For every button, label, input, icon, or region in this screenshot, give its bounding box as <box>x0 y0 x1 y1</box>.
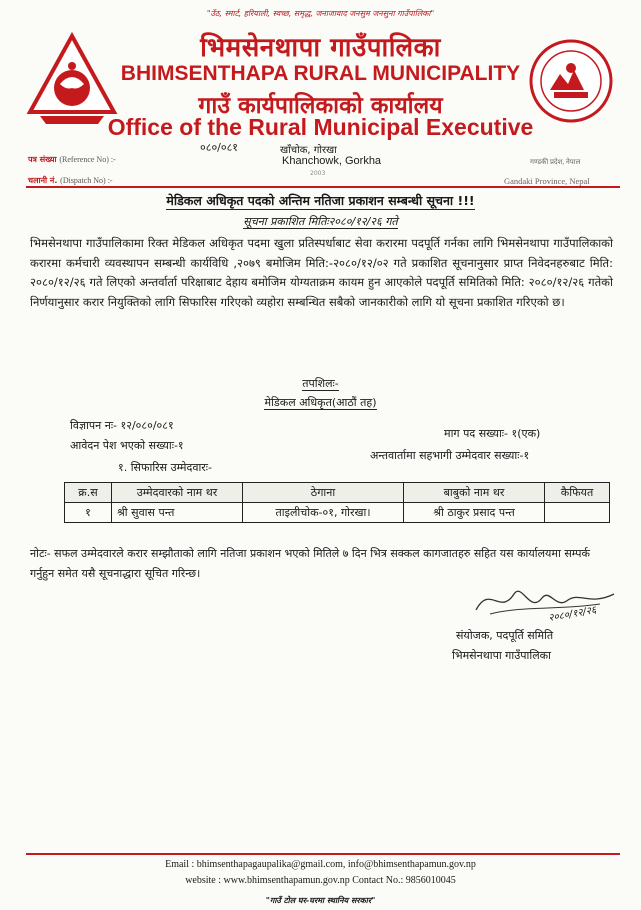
table-header-row <box>65 483 610 503</box>
office-name-np: गाउँ कार्यपालिकाको कार्यालय <box>198 93 443 119</box>
footer-email: Email : bhimsenthapagaupalika@gmail.com, info@bhimsenthapamun.gov.np <box>165 859 476 870</box>
table-cell: श्री ठाकुर प्रसाद पन्त <box>404 503 545 523</box>
dispatch-no-label: चलानी नं. (Dispatch No) :- <box>28 176 113 185</box>
fiscal-year: ०८०/०८१ <box>200 141 239 154</box>
notice-title: मेडिकल अधिकृत पदको अन्तिम नतिजा प्रकाशन सम्बन्धी सूचना !!! <box>166 193 475 208</box>
footer-divider <box>26 853 620 855</box>
municipality-seal-logo <box>528 38 614 124</box>
location-np: खाँचोक, गोरखा <box>280 145 337 156</box>
table-row <box>65 503 610 523</box>
table-header-cell: बाबुको नाम थर <box>404 483 545 503</box>
published-date: सूचना प्रकाशित मितिः२०८०/१२/२६ गते <box>243 215 398 228</box>
table-cell: ताइलीचोक-०१, गोरखा। <box>243 503 404 523</box>
table-header-cell: उम्मेदवारको नाम थर <box>112 483 243 503</box>
office-name-en: Office of the Rural Municipal Executive <box>107 114 534 140</box>
table-header-cell: क्र.स <box>65 483 112 503</box>
province-en: Gandaki Province, Nepal <box>504 176 590 186</box>
notice-body: भिमसेनथापा गाउँपालिकामा रिक्त मेडिकल अधिकृत पदमा खुला प्रतिस्पर्धाबाट सेवा करारमा पदपूर्ति गर्नका लागि भिमसेनथापा गाउँपालिकाको करारमा कर्मचारी व्यवस्थापन सम्बन्धी कार्यविधि ,२०७९ बमोजिम मिति:-२०८०/१२/०२ गते प्रकाशित सूचनानुसार प्राप्त निवेदनहरुबाट मिति: २०८०/१२/२६ गते लिएको अन्तर्वार्ता परिक्षाबाट देहाय बमोजिम योग्यताक्रम कायम हुन आएकोले पदपूर्ति समितिको मिति: २०८०/१२/२६ गतेको निर्णयानुसार करार नियुक्तिको लागि सिफारिस गरिएको व्यहोरा सम्बन्धित सबैको जानकारीको लागि यो सूचना प्रकाशित गरिएको छ। <box>30 236 613 309</box>
location-en: Khanchowk, Gorkha <box>282 155 382 167</box>
table-cell: श्री सुवास पन्त <box>112 503 243 523</box>
municipality-name-en: BHIMSENTHAPA RURAL MUNICIPALITY <box>120 62 521 85</box>
reference-no-label: पत्र संख्या (Reference No) :- <box>28 155 116 164</box>
advertisement-no: विज्ञापन नः- १२/०८०/०८१ <box>70 419 174 432</box>
table-cell: १ <box>65 503 112 523</box>
candidate-table <box>64 482 610 523</box>
table-cell <box>545 503 610 523</box>
table-header-cell: ठेगाना <box>243 483 404 503</box>
signatory-role: संयोजक, पदपूर्ति समिति <box>456 629 554 642</box>
signature-date: २०८०/१२/२६ <box>547 604 598 625</box>
header-motto: "उँठ, स्मार्ट, हरियाली, स्वच्छ, समृद्ध, जनाजावाद जनसुम जनसुना गाउँपालिका" <box>206 9 435 18</box>
signatory-organization: भिमसेनथापा गाउँपालिका <box>452 649 551 662</box>
province-np: गण्डकी प्रदेश, नेपाल <box>530 158 581 166</box>
established-year: 2003 <box>310 170 326 177</box>
footer-website-contact: website : www.bhimsenthapamun.gov.np Contact No.: 9856010045 <box>185 875 456 886</box>
post-heading: मेडिकल अधिकृत(आठौं तह) <box>264 396 377 409</box>
municipality-name-np: भिमसेनथापा गाउँपालिका <box>200 33 441 63</box>
details-heading: तपशिलः- <box>302 377 339 390</box>
footer-motto: "गाउँ टोल घर-घरमा स्थानिय सरकार" <box>265 896 376 905</box>
signature-scribble <box>470 580 620 620</box>
table-header-cell: कैफियत <box>545 483 610 503</box>
header-divider <box>26 186 620 188</box>
recommended-heading: १. सिफारिस उम्मेदवारः- <box>118 461 212 474</box>
applicant-count: आवेदन पेश भएको सख्याः-१ <box>70 439 184 452</box>
demand-post-count: माग पद सख्याः- १(एक) <box>444 427 541 440</box>
note-text: नोटः- सफल उम्मेदवारले करार सम्झौताको लागि नतिजा प्रकाशन भएको मितिले ७ दिन भित्र सक्कल कागजातहरु सहित यस कार्यालयमा सम्पर्क गर्नुहुन समेत यसै सूचनाद्धारा सूचित गरिन्छ। <box>30 547 591 580</box>
interview-participant-count: अन्तवार्तामा सहभागी उम्मेदवार सख्याः-१ <box>370 449 530 462</box>
